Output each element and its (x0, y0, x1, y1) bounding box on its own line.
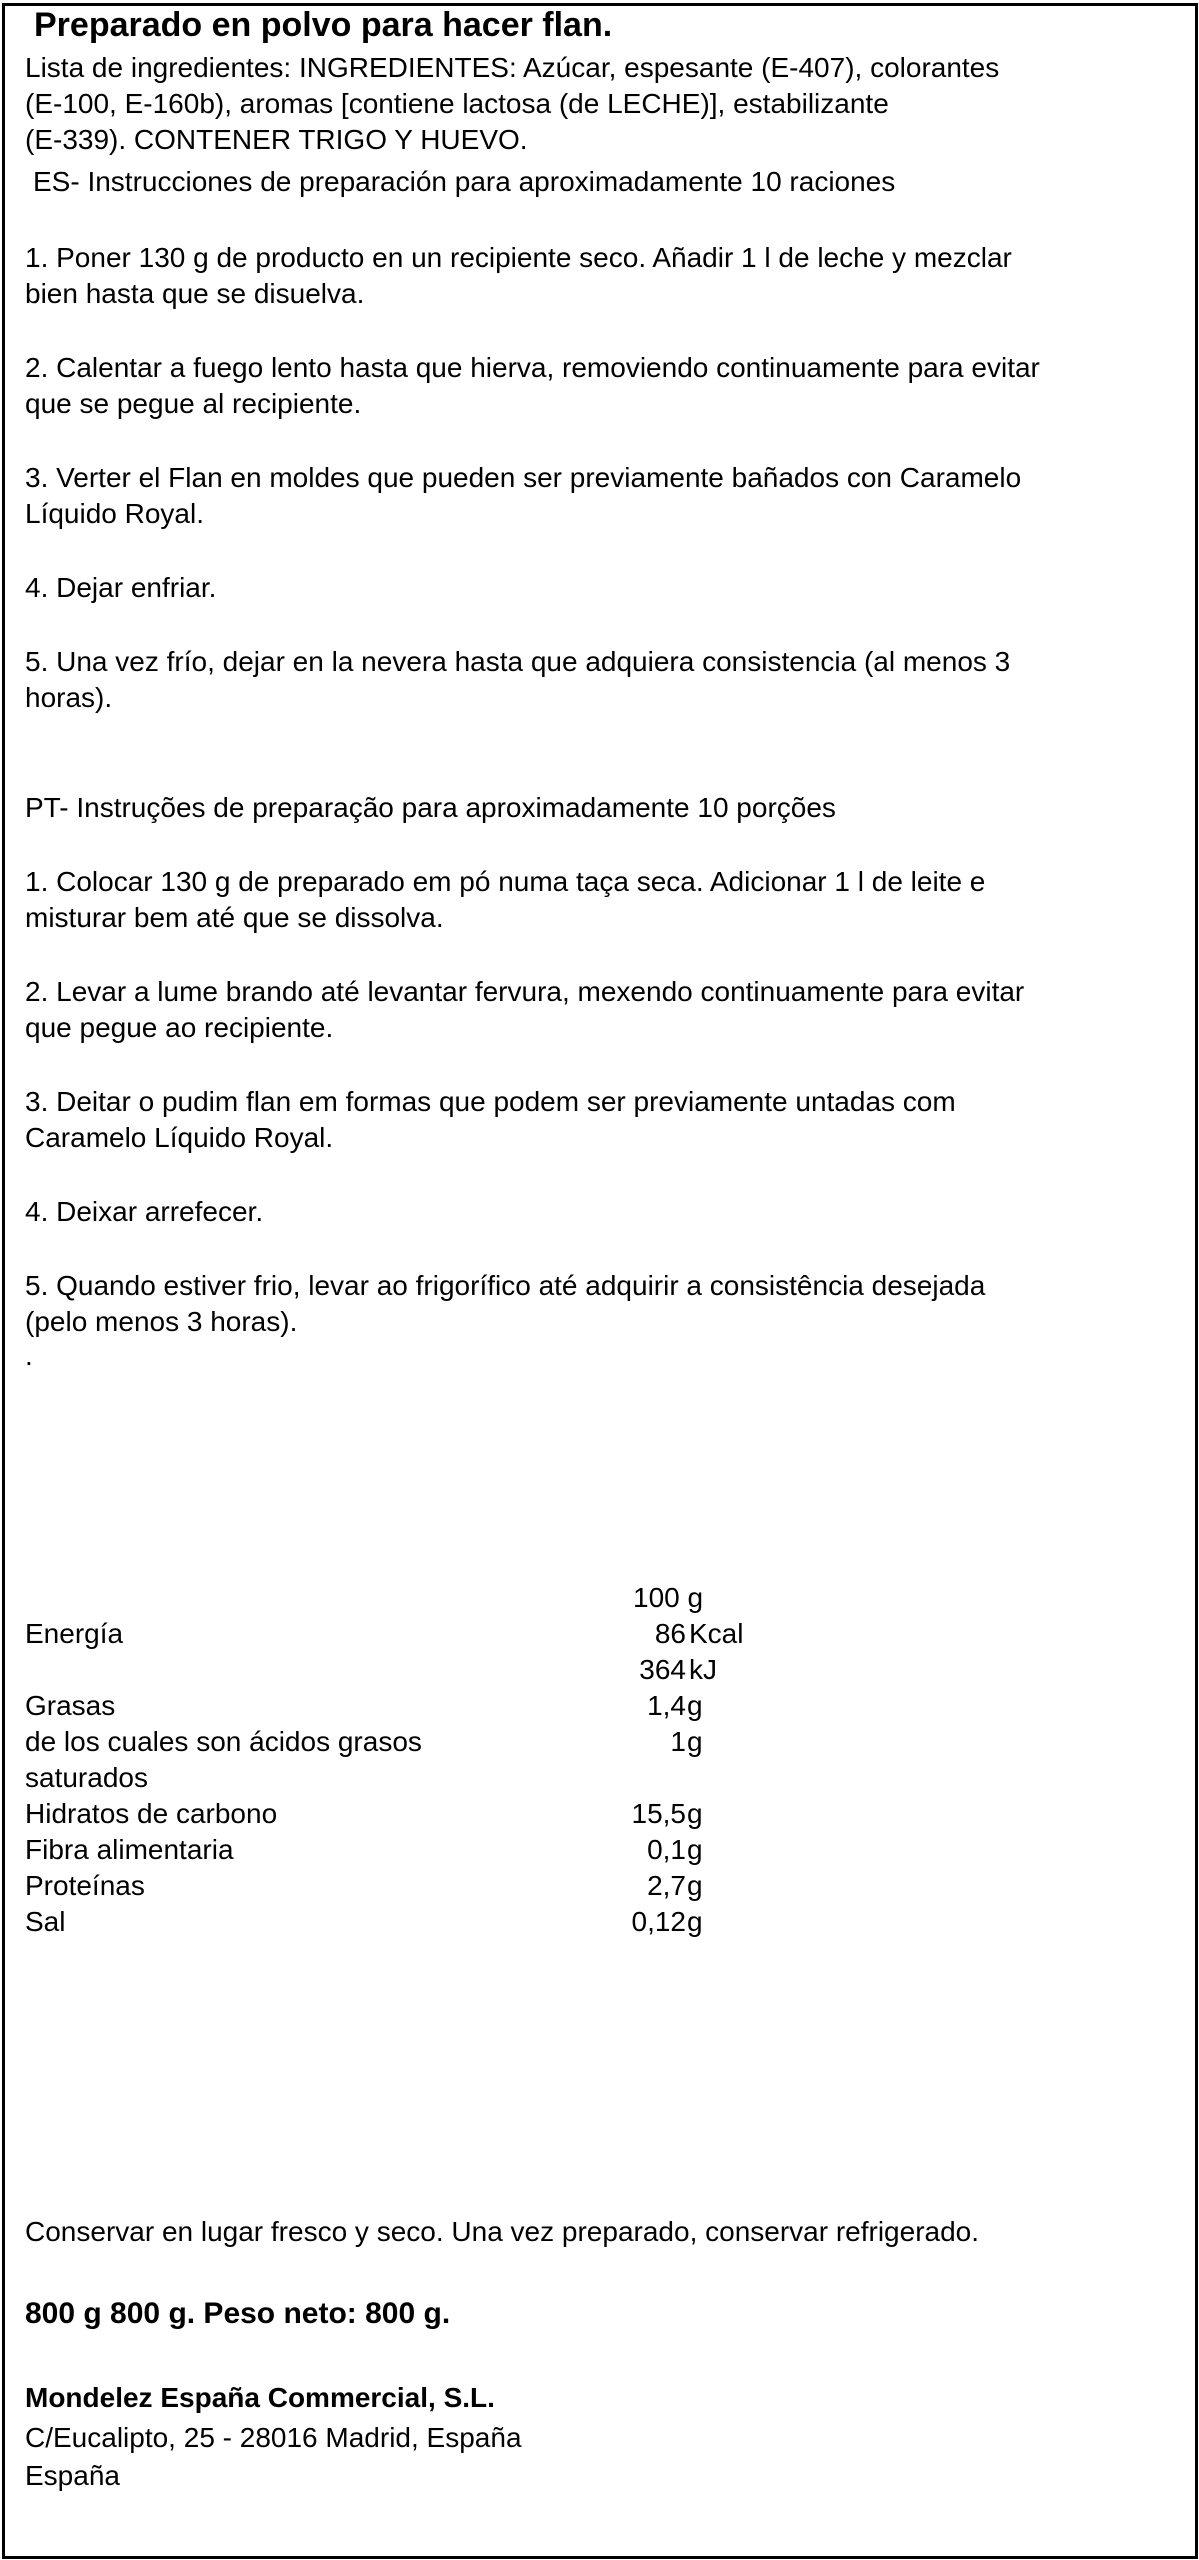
nutrition-energy-kj-unit: kJ (689, 1654, 717, 1685)
company-name: Mondelez España Commercial, S.L. (25, 2382, 495, 2413)
pt-step-1-cont: misturar bem até que se dissolva. (25, 902, 444, 933)
es-step-5: 5. Una vez frío, dejar en la nevera hasta que adquiera consistencia (al menos 3 (25, 646, 1011, 677)
nutrition-row-value: 2,7 (647, 1870, 686, 1901)
es-step-3-cont: Líquido Royal. (25, 498, 205, 529)
nutrition-row-label: Sal (25, 1906, 66, 1937)
nutrition-energy-kj: 364 (639, 1654, 686, 1685)
es-step-2-cont: que se pegue al recipiente. (25, 388, 362, 419)
nutrition-row-unit: g (687, 1906, 703, 1937)
pt-step-2: 2. Levar a lume brando até levantar fervura, mexendo continuamente para evitar (25, 976, 1025, 1007)
pt-step-4: 4. Deixar arrefecer. (25, 1196, 264, 1227)
nutrition-row-label: Fibra alimentaria (25, 1834, 234, 1865)
nutrition-row-label: Proteínas (25, 1870, 145, 1901)
pt-step-3-cont: Caramelo Líquido Royal. (25, 1122, 334, 1153)
nutrition-row-label: saturados (25, 1762, 148, 1793)
pt-step-2-cont: que pegue ao recipiente. (25, 1012, 334, 1043)
nutrition-row-value: 0,1 (647, 1834, 686, 1865)
nutrition-row-label: Grasas (25, 1690, 116, 1721)
nutrition-row-value: 0,12 (631, 1906, 686, 1937)
nutrition-row-unit: g (687, 1870, 703, 1901)
es-step-5-cont: horas). (25, 682, 113, 713)
ingredients-line: (E-100, E-160b), aromas [contiene lactosa (de LECHE)], estabilizante (25, 88, 889, 119)
ingredients-line: Lista de ingredientes: INGREDIENTES: Azúcar, espesante (E-407), colorantes (25, 52, 1000, 83)
storage-instructions: Conservar en lugar fresco y seco. Una vez preparado, conservar refrigerado. (25, 2216, 980, 2247)
ingredients-line: (E-339). CONTENER TRIGO Y HUEVO. (25, 124, 528, 155)
nutrition-row-value: 15,5 (631, 1798, 686, 1829)
nutrition-per-header: 100 g (633, 1582, 704, 1613)
es-step-4: 4. Dejar enfriar. (25, 572, 217, 603)
pt-step-3: 3. Deitar o pudim flan em formas que podem ser previamente untadas com (25, 1086, 956, 1117)
nutrition-row-value: 1,4 (647, 1690, 686, 1721)
nutrition-energy-label: Energía (25, 1618, 124, 1649)
es-step-1: 1. Poner 130 g de producto en un recipiente seco. Añadir 1 l de leche y mezclar (25, 242, 1012, 273)
nutrition-row-unit: g (687, 1798, 703, 1829)
es-step-3: 3. Verter el Flan en moldes que pueden ser previamente bañados con Caramelo (25, 462, 1022, 493)
nutrition-row-unit: g (687, 1834, 703, 1865)
es-heading: ES- Instrucciones de preparación para aproximadamente 10 raciones (33, 166, 896, 197)
nutrition-row-unit: g (687, 1690, 703, 1721)
nutrition-row-label: de los cuales son ácidos grasos (25, 1726, 422, 1757)
nutrition-energy-kcal: 86 (654, 1618, 686, 1649)
nutrition-row-unit: g (687, 1726, 703, 1757)
pt-heading: PT- Instruções de preparação para aproximadamente 10 porções (25, 792, 836, 823)
company-address: C/Eucalipto, 25 - 28016 Madrid, España (25, 2422, 522, 2453)
pt-step-5-cont: (pelo menos 3 horas). (25, 1306, 298, 1337)
pt-step-5: 5. Quando estiver frio, levar ao frigorífico até adquirir a consistência desejada (25, 1270, 986, 1301)
page-title: Preparado en polvo para hacer flan. (34, 6, 613, 44)
es-step-2: 2. Calentar a fuego lento hasta que hierva, removiendo continuamente para evitar (25, 352, 1040, 383)
es-step-1-cont: bien hasta que se disuelva. (25, 278, 365, 309)
nutrition-row-label: Hidratos de carbono (25, 1798, 278, 1829)
nutrition-row-value: 1 (670, 1726, 686, 1757)
net-weight: 800 g 800 g. Peso neto: 800 g. (25, 2297, 451, 2330)
pt-step-1: 1. Colocar 130 g de preparado em pó numa taça seca. Adicionar 1 l de leite e (25, 866, 986, 897)
trailing-dot: . (25, 1340, 33, 1371)
nutrition-energy-kcal-unit: Kcal (689, 1618, 744, 1649)
company-country: España (25, 2460, 120, 2491)
